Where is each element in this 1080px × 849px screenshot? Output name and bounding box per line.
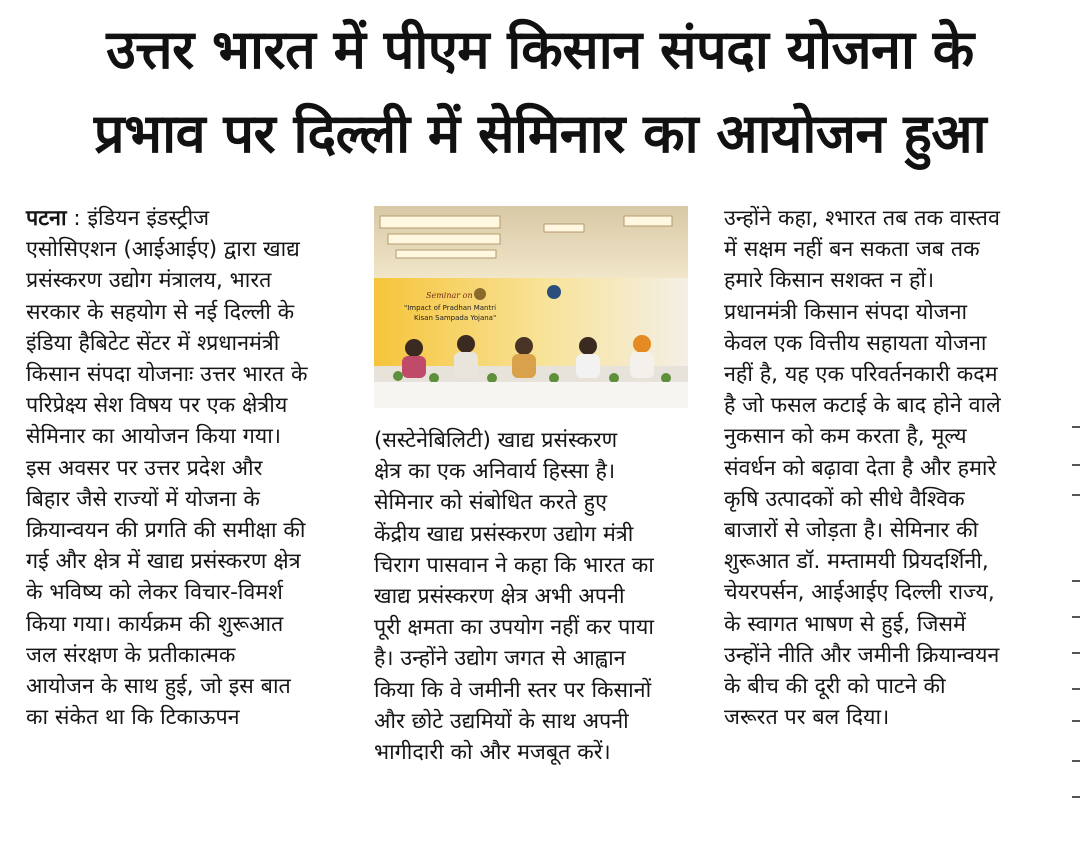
logo-icon <box>547 285 561 299</box>
column-line: चिराग पासवान ने कहा कि भारत का <box>374 552 654 578</box>
seminar-photo <box>374 206 688 408</box>
column-line: के बीच की दूरी को पाटने की <box>724 674 946 700</box>
column-line: उन्होंने कहा, श्भारत तब तक वास्तव <box>724 206 1000 231</box>
column-line: कृषि उत्पादकों को सीधे वैश्विक <box>724 486 965 512</box>
column-line: खाद्य प्रसंस्करण क्षेत्र अभी अपनी <box>374 584 625 610</box>
adjacent-column-edge <box>1068 420 1080 820</box>
column-line: बिहार जैसे राज्यों में योजना के <box>26 486 260 512</box>
banner-subtitle-2: Kisan Sampada Yojana" <box>414 314 497 322</box>
headline-line-1: उत्तर भारत में पीएम किसान संपदा योजना के <box>106 18 974 81</box>
column-line: गई और क्षेत्र में खाद्य प्रसंस्करण क्षेत्र <box>26 549 301 575</box>
column-line: के स्वागत भाषण से हुई, जिसमें <box>724 611 966 637</box>
column-line: आयोजन के साथ हुई, जो इस बात <box>26 674 291 700</box>
emblem-icon <box>474 288 486 300</box>
column-line: सेमिनार को संबोधित करते हुए <box>374 490 607 516</box>
article-column-3 <box>724 203 1036 733</box>
column-line: पूरी क्षमता का उपयोग नहीं कर पाया <box>374 615 654 641</box>
column-line: में सक्षम नहीं बन सकता जब तक <box>724 237 980 263</box>
column-line: के भविष्य को लेकर विचार-विमर्श <box>26 580 283 606</box>
column-line: और छोटे उद्यमियों के साथ अपनी <box>374 708 629 734</box>
column-line: प्रधानमंत्री किसान संपदा योजना <box>724 299 968 325</box>
article-column-2 <box>374 425 692 768</box>
column-line: किसान संपदा योजनाः उत्तर भारत के <box>26 362 308 388</box>
column-line: का संकेत था कि टिकाऊपन <box>26 705 240 731</box>
headline-line-2: प्रभाव पर दिल्ली में सेमिनार का आयोजन हुआ <box>93 102 987 165</box>
column-text: इंडियन इंडस्ट्रीज <box>87 206 210 231</box>
column-line: क्रियान्वयन की प्रगति की समीक्षा की <box>26 518 306 544</box>
column-line: संवर्धन को बढ़ावा देता है और हमारे <box>724 455 997 481</box>
column-line: सेमिनार का आयोजन किया गया। <box>26 424 281 450</box>
column-line: जरूरत पर बल दिया। <box>724 705 890 731</box>
headline <box>0 8 1080 176</box>
column-line: केवल एक वित्तीय सहायता योजना <box>724 330 987 356</box>
article-column-1 <box>26 203 344 733</box>
column-line: प्रसंस्करण उद्योग मंत्रालय, भारत <box>26 268 272 294</box>
column-line: जल संरक्षण के प्रतीकात्मक <box>26 642 236 668</box>
column-line: है जो फसल कटाई के बाद होने वाले <box>724 393 1001 419</box>
column-line: पटना : इंडियन इंडस्ट्रीज <box>26 206 210 231</box>
column-line: है। उन्होंने उद्योग जगत से आह्वान <box>374 646 626 672</box>
column-line: भागीदारी को और मजबूत करें। <box>374 740 611 766</box>
column-line: इस अवसर पर उत्तर प्रदेश और <box>26 455 263 481</box>
seminar-photo-illustration <box>374 206 688 408</box>
column-line: क्षेत्र का एक अनिवार्य हिस्सा है। <box>374 459 616 485</box>
column-line: परिप्रेक्ष्य सेश विषय पर एक क्षेत्रीय <box>26 393 288 419</box>
column-line: एसोसिएशन (आईआईए) द्वारा खाद्य <box>26 237 300 263</box>
column-line: हमारे किसान सशक्त न हों। <box>724 268 935 294</box>
column-line: नहीं है, यह एक परिवर्तनकारी कदम <box>724 362 998 388</box>
column-line: केंद्रीय खाद्य प्रसंस्करण उद्योग मंत्री <box>374 521 634 547</box>
column-line: नुकसान को कम करता है, मूल्य <box>724 424 967 450</box>
table-cloth <box>374 382 688 408</box>
column-line: (सस्टेनेबिलिटी) खाद्य प्रसंस्करण <box>374 428 618 453</box>
banner-subtitle-1: "Impact of Pradhan Mantri <box>404 304 497 312</box>
column-line: उन्होंने नीति और जमीनी क्रियान्वयन <box>724 642 1000 668</box>
column-line: बाजारों से जोड़ता है। सेमिनार की <box>724 518 979 544</box>
column-line: चेयरपर्सन, आईआईए दिल्ली राज्य, <box>724 580 995 606</box>
column-line: इंडिया हैबिटेट सेंटर में श्प्रधानमंत्री <box>26 330 280 356</box>
dateline: पटना <box>26 206 67 231</box>
column-line: किया कि वे जमीनी स्तर पर किसानों <box>374 677 652 703</box>
banner-title: Seminar on <box>426 291 473 300</box>
column-line: सरकार के सहयोग से नई दिल्ली के <box>26 299 295 325</box>
column-line: किया गया। कार्यक्रम की शुरूआत <box>26 611 284 637</box>
column-line: शुरूआत डॉ. मम्तामयी प्रियदर्शिनी, <box>724 549 989 575</box>
